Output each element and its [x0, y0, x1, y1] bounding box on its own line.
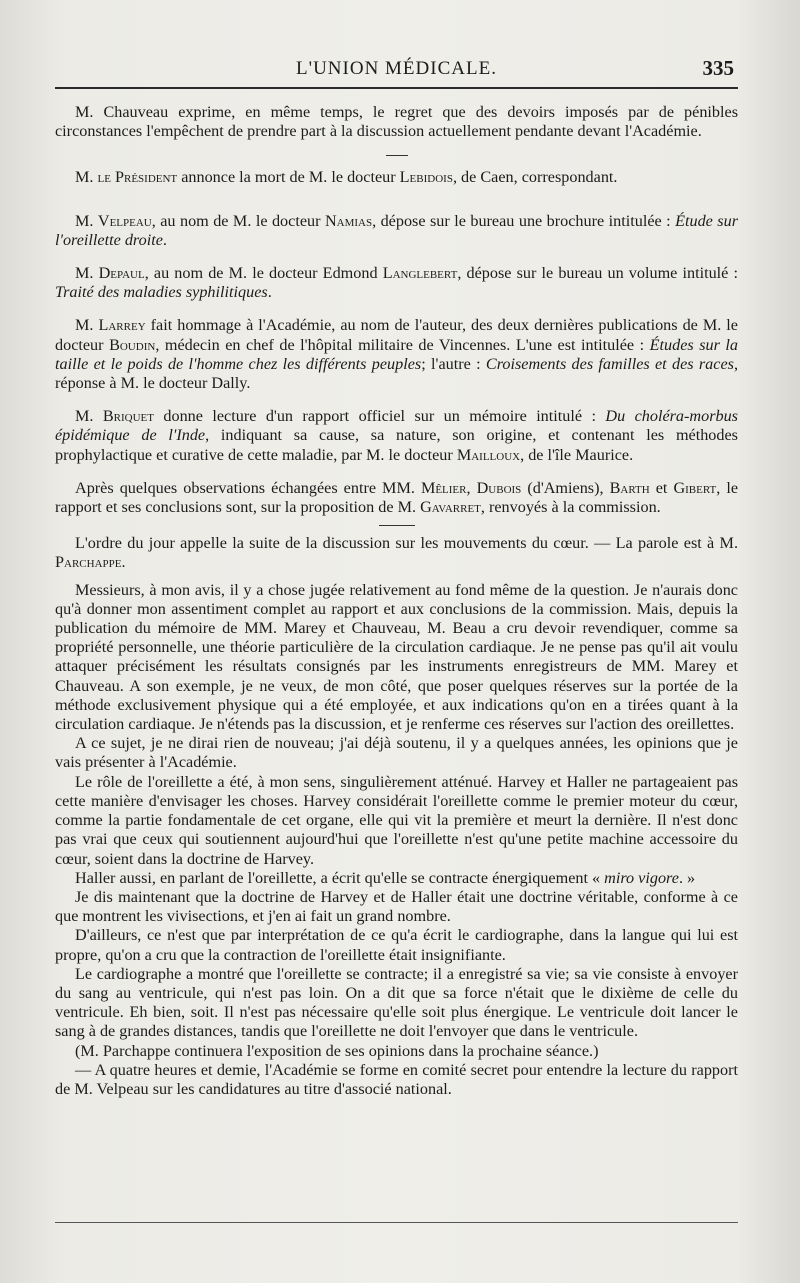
- paragraph-speech-2: A ce sujet, je ne dirai rien de nouveau; j'ai déjà soutenu, il y a quelques années, les opinions que je vais présenter à l'Académie.: [55, 734, 738, 772]
- work-title: Croisements des familles et des races: [485, 354, 734, 373]
- article-body: [55, 103, 738, 1099]
- paragraph-larrey: M. Larrey fait hommage à l'Académie, au nom de l'auteur, des deux dernières publications de M. le docteur Boudin, médecin en chef de l'hôpital militaire de Vincennes. L'une est intitulée : Études sur la taille et le poids de l'homme chez les différents peuples; l'autre : Croisements des familles et des races, réponse à M. le docteur Dally.: [55, 316, 738, 393]
- header-rule: [55, 87, 738, 89]
- speaker-name: Parchappe: [55, 553, 122, 572]
- paragraph-speech-3: Le rôle de l'oreillette a été, à mon sens, singulièrement atténué. Harvey et Haller ne partageaient pas cette manière d'envisager les choses. Harvey considérait l'oreillette comme le premier moteur du cœur, comme la partie fondamentale de cet organe, elle qui vit la première et meurt la dernière. Il n'est donc pas vrai que ceux qui soutiennent aujourd'hui que l'oreillette n'est qu'une petite machine accessoire du cœur, soient dans la doctrine de Harvey.: [55, 772, 738, 868]
- work-title: Traité des maladies syphilitiques: [55, 283, 268, 302]
- work-title: Du choléra-morbus épidémique de l'Inde: [55, 407, 738, 445]
- paragraph-depaul: M. Depaul, au nom de M. le docteur Edmond Langlebert, dépose sur le bureau un volume intitulé : Traité des maladies syphilitiques.: [55, 264, 738, 302]
- person-name: Lebidois: [399, 168, 453, 187]
- paragraph-comite-secret: — A quatre heures et demie, l'Académie se forme en comité secret pour entendre la lecture du rapport de M. Velpeau sur les candidatures au titre d'associé national.: [55, 1060, 738, 1098]
- person-name: Dubois: [476, 478, 522, 497]
- latin-quote: miro vigore: [604, 868, 679, 887]
- page-number: 335: [702, 56, 734, 80]
- footer-rule: [55, 1222, 738, 1223]
- separator: [379, 525, 415, 526]
- work-title: Étude sur l'oreillette droite: [55, 211, 738, 249]
- person-name: Mêlier: [420, 478, 467, 497]
- person-name: Langlebert: [382, 264, 458, 283]
- paragraph-continuation-note: (M. Parchappe continuera l'exposition de ses opinions dans la prochaine séance.): [75, 1041, 599, 1060]
- paragraph-speech-4: Haller aussi, en parlant de l'oreillette, a écrit qu'elle se contracte énergiquement « miro vigore. »: [75, 868, 696, 887]
- paragraph-speech-6: D'ailleurs, ce n'est que par interprétation de ce qu'a écrit le cardiographe, dans la langue qui lui est propre, qu'on a cru que la contraction de l'oreillette était insignifiante.: [55, 926, 738, 964]
- speaker-name: Briquet: [102, 407, 154, 426]
- separator: [386, 155, 408, 156]
- paragraph-speech-7: Le cardiographe a montré que l'oreillette se contracte; il a enregistré sa vie; sa vie consiste à envoyer du sang au ventricule, qui n'est pas loin. On a dit que sa force n'était que le dixième de celle du ventricule. Eh bien, soit. Il n'est pas nécessaire qu'elle soit plus énergique. Le ventricule doit lancer le sang à de grandes distances, tandis que l'oreillette ne doit l'envoyer que dans le ventricule.: [55, 964, 738, 1041]
- person-name: Mailloux: [456, 445, 521, 464]
- paragraph-velpeau: M. Velpeau, au nom de M. le docteur Namias, dépose sur le bureau une brochure intitulée : Étude sur l'oreillette droite.: [55, 211, 738, 249]
- paragraph-chauveau: M. Chauveau exprime, en même temps, le regret que des devoirs imposés par de pénibles circonstances l'empêchent de prendre part à la discussion actuellement pendante devant l'Académie.: [55, 103, 738, 141]
- paragraph-speech-1: Messieurs, à mon avis, il y a chose jugée relativement au fond même de la question. Je n'aurais donc qu'à donner mon assentiment complet au rapport et aux conclusions de la commission. Mais, depuis la publication du mémoire de MM. Marey et Chauveau, M. Beau a cru devoir revendiquer, comme sa propriété personnelle, une théorie particulière de la circulation cardiaque. Je ne pense pas qu'il ait voulu attaquer précisément les résultats consignés par les instruments enregistreurs de MM. Marey et Chauveau. A son exemple, je ne veux, de mon côté, que poser quelques réserves sur la portée de la méthode exclusivement physique qui a été employée, et aux indications qu'on en a tirées quant à la circulation cardiaque. Je n'étends pas la discussion, et je renferme ces réserves sur l'action des oreillettes.: [55, 580, 738, 734]
- speaker-name: le Président: [97, 168, 178, 187]
- person-name: Barth: [609, 478, 650, 497]
- paragraph-speech-5: Je dis maintenant que la doctrine de Harvey et de Haller était une doctrine véritable, conforme à ce que montrent les vivisections, et j'en ai fait un grand nombre.: [55, 887, 738, 926]
- paragraph-observations: Après quelques observations échangées entre MM. Mêlier, Dubois (d'Amiens), Barth et Gibert, le rapport et ses conclusions sont, sur la proposition de M. Gavarret, renvoyés à la commission.: [55, 478, 739, 517]
- person-name: Gibert: [673, 478, 717, 497]
- page-header: [55, 52, 738, 92]
- person-name: Namias: [324, 211, 373, 230]
- paragraph-ordre-du-jour: L'ordre du jour appelle la suite de la discussion sur les mouvements du cœur. — La parole est à M. Parchappe.: [55, 534, 738, 572]
- paragraph-president: M. le Président annonce la mort de M. le docteur Lebidois, de Caen, correspondant.: [75, 168, 618, 187]
- speaker-name: Larrey: [98, 316, 146, 335]
- work-title: Études sur la taille et le poids de l'homme chez les différents peuples: [55, 335, 738, 373]
- person-name: Boudin: [109, 335, 156, 354]
- paragraph-briquet: M. Briquet donne lecture d'un rapport officiel sur un mémoire intitulé : Du choléra-morbus épidémique de l'Inde, indiquant sa cause, sa nature, son origine, et contenant les méthodes prophylactique et curative de cette maladie, par M. le docteur Mailloux, de l'île Maurice.: [55, 407, 738, 464]
- running-title: L'UNION MÉDICALE.: [296, 58, 497, 79]
- speaker-name: Velpeau: [97, 211, 152, 230]
- person-name: Gavarret: [420, 498, 481, 517]
- speaker-name: Depaul: [98, 264, 145, 283]
